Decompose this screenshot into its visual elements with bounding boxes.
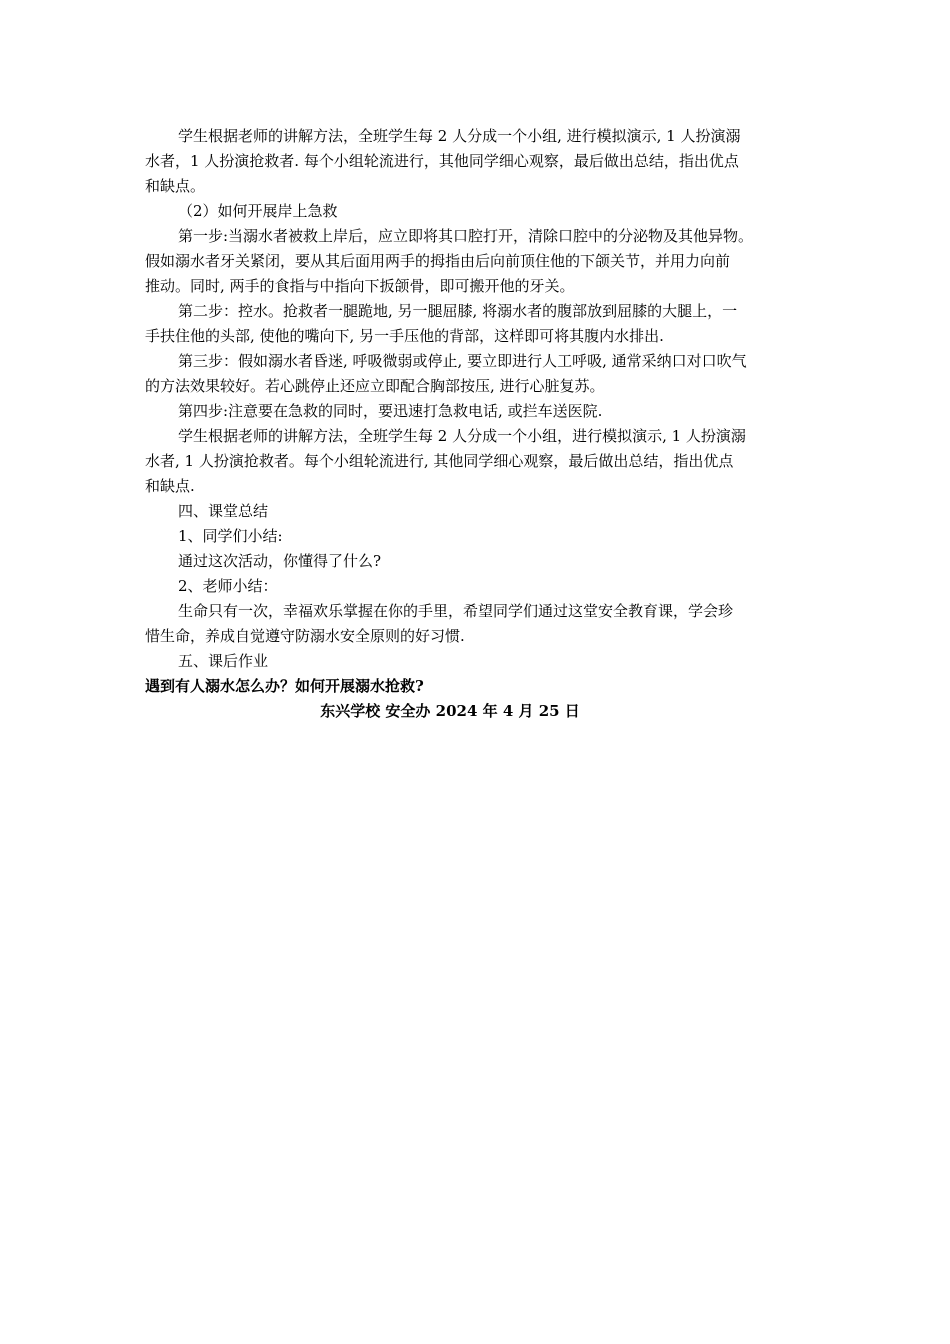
text-line: 学生根据老师的讲解方法，全班学生每 2 人分成一个小组, 进行模拟演示, 1 人扮演溺 [178,127,741,145]
text-line: 五、课后作业 [178,652,269,670]
text-line: 学生根据老师的讲解方法，全班学生每 2 人分成一个小组，进行模拟演示, 1 人扮演溺 [178,427,746,445]
document-body [145,124,825,674]
text-line: 通过这次活动，你懂得了什么? [178,552,382,570]
text-line: 的方法效果较好。若心跳停止还应立即配合胸部按压, 进行心脏复苏。 [145,377,605,395]
text-line: 第四步:注意要在急救的同时，要迅速打急救电话, 或拦车送医院. [178,402,603,420]
text-line: 第一步:当溺水者被救上岸后，应立即将其口腔打开，清除口腔中的分泌物及其他异物。 [178,227,754,245]
text-line: （2）如何开展岸上急救 [178,202,338,220]
text-line: 水者, 1 人扮演抢救者。每个小组轮流进行, 其他同学细心观察，最后做出总结，指出优点 [145,452,734,470]
text-line: 第二步：控水。抢救者一腿跪地, 另一腿屈膝, 将溺水者的腹部放到屈膝的大腿上，一 [178,302,738,320]
text-line: 水者，1 人扮演抢救者. 每个小组轮流进行，其他同学细心观察，最后做出总结，指出优点 [145,152,739,170]
homework-question: 遇到有人溺水怎么办？如何开展溺水抢救? [145,677,424,695]
document-page [145,124,825,724]
text-line: 第三步：假如溺水者昏迷, 呼吸微弱或停止, 要立即进行人工呼吸, 通常采纳口对口吹气 [178,352,747,370]
text-line: 和缺点。 [145,177,206,195]
text-line: 手扶住他的头部, 使他的嘴向下, 另一手压他的背部，这样即可将其腹内水排出. [145,327,664,345]
text-line: 和缺点. [145,477,195,495]
text-line: 四、课堂总结 [178,502,269,520]
text-line: 生命只有一次，幸福欢乐掌握在你的手里，希望同学们通过这堂安全教育课，学会珍 [178,602,734,620]
text-line: 惜生命，养成自觉遵守防溺水安全原则的好习惯. [145,627,465,645]
signature-line: 东兴学校 安全办 2024 年 4 月 25 日 [320,702,580,720]
text-line: 1、同学们小结: [178,527,283,545]
text-line: 假如溺水者牙关紧闭，要从其后面用两手的拇指由后向前顶住他的下颌关节，并用力向前 [145,252,731,270]
text-line: 2、老师小结： [178,577,278,595]
text-line: 推动。同时, 两手的食指与中指向下扳颌骨，即可搬开他的牙关。 [145,277,575,295]
